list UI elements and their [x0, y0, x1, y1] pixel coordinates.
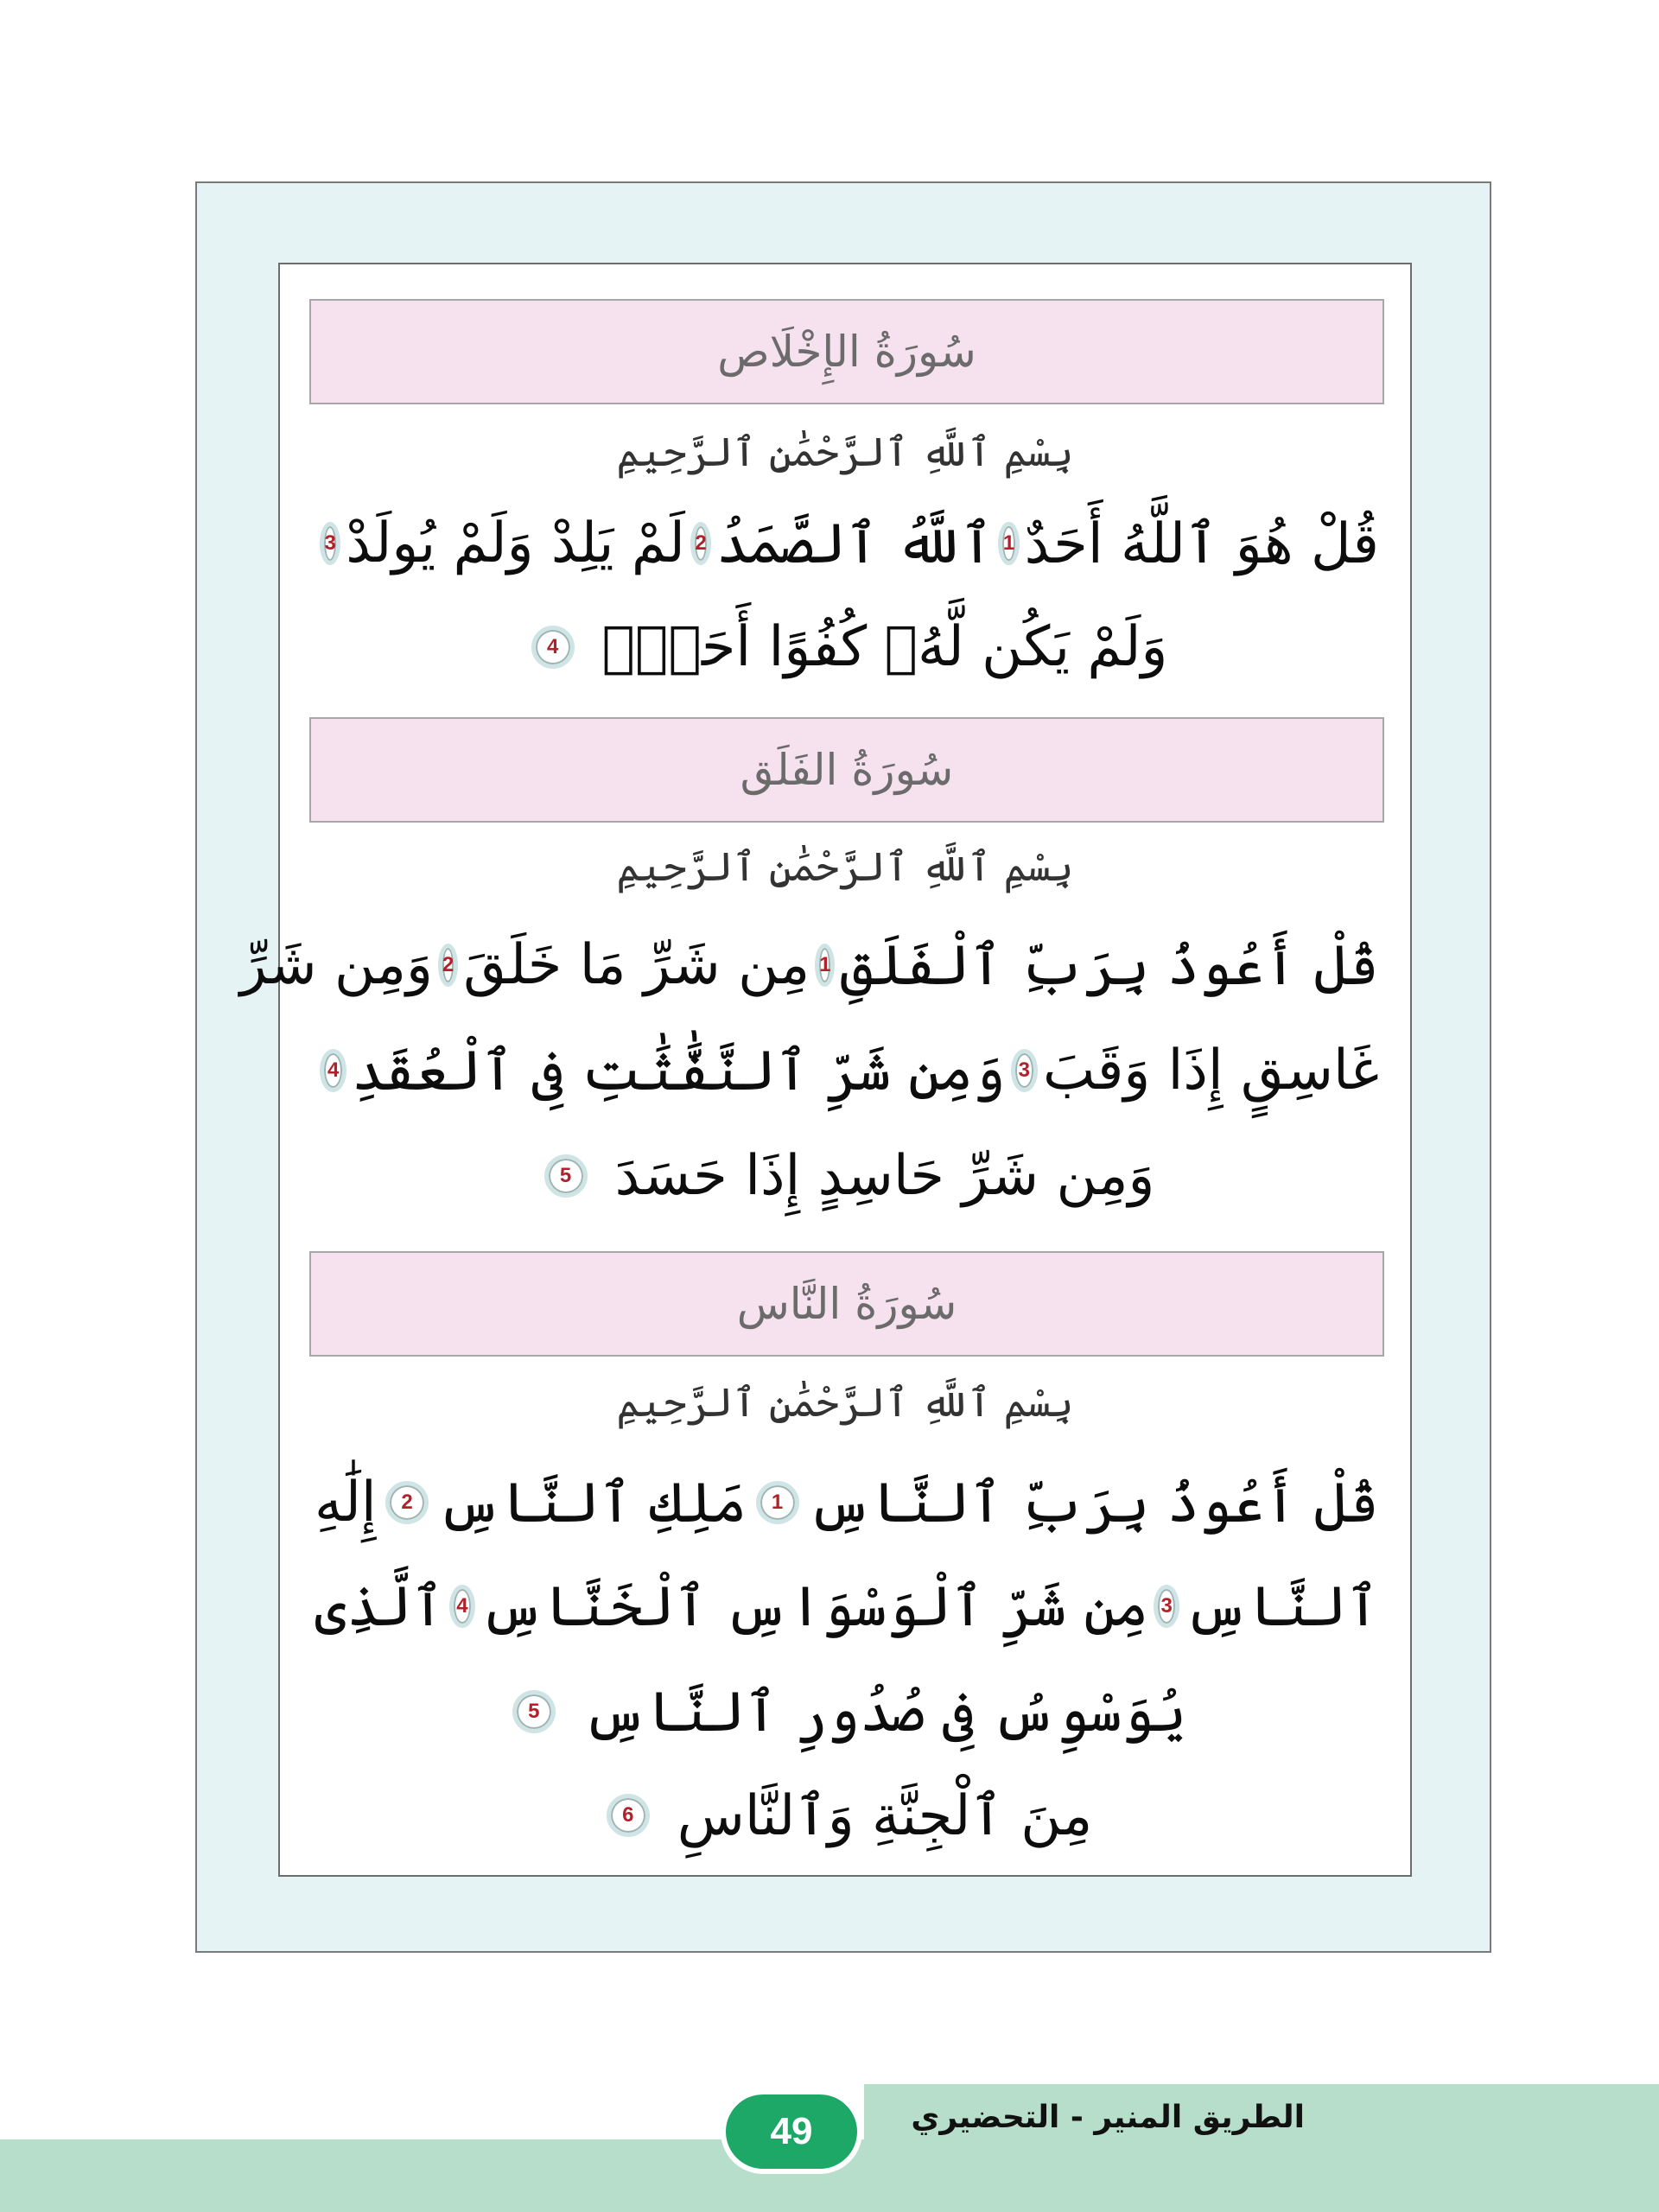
verse-line — [315, 1777, 1379, 1854]
verse-text: قُلْ أَعُوذُ بِرَبِّ ٱلْفَلَقِ — [840, 933, 1379, 998]
verse-line — [315, 608, 1379, 686]
verse-line — [315, 1567, 1379, 1645]
ayah-number: 1 — [815, 944, 835, 987]
verse-text: إِلَٰهِ — [315, 1471, 377, 1535]
verse-line — [239, 926, 1379, 1004]
ayah-number: 2 — [438, 944, 458, 987]
page-number: 49 — [721, 2089, 862, 2174]
ayah-number: 5 — [544, 1154, 588, 1198]
basmala: بِسْمِ ٱللَّهِ ٱلرَّحْمَٰنِ ٱلرَّحِيمِ — [616, 843, 1074, 890]
ayah-number: 4 — [531, 626, 575, 669]
verse-line — [315, 505, 1379, 582]
verse-text: قُلْ أَعُوذُ بِرَبِّ ٱلنَّاسِ — [807, 1471, 1379, 1535]
verse-text: ٱللَّهُ ٱلصَّمَدُ — [716, 512, 994, 576]
verse-text: يُوَسْوِسُ فِى صُدُورِ ٱلنَّاسِ — [582, 1680, 1187, 1745]
basmala: بِسْمِ ٱللَّهِ ٱلرَّحْمَٰنِ ٱلرَّحِيمِ — [616, 1379, 1074, 1426]
verse-text: قُلْ هُوَ ٱللَّهُ أَحَدٌ — [1024, 512, 1379, 576]
ayah-number: 1 — [756, 1481, 799, 1524]
ayah-number: 1 — [998, 522, 1019, 565]
verse-text: مَلِكِ ٱلنَّاسِ — [437, 1471, 747, 1535]
verse-text: مِنَ ٱلْجِنَّةِ وَٱلنَّاسِ — [677, 1783, 1093, 1848]
ayah-number: 5 — [512, 1690, 556, 1733]
verse-line — [315, 1137, 1379, 1215]
surah-title: سُورَةُ النَّاس — [736, 1279, 957, 1329]
ayah-number: 4 — [449, 1585, 475, 1628]
verse-text: لَمْ يَلِدْ وَلَمْ يُولَدْ — [346, 512, 685, 575]
verse-line — [315, 1673, 1379, 1751]
verse-text: وَمِن شَرِّ — [239, 933, 433, 997]
ayah-number: 2 — [385, 1481, 429, 1524]
verse-line — [315, 1032, 1379, 1109]
inner-frame — [239, 263, 1412, 1877]
ayah-number: 4 — [320, 1049, 346, 1092]
surah-title: سُورَةُ الإِخْلَاص — [717, 327, 976, 377]
verse-text: ٱلنَّاسِ — [1185, 1574, 1379, 1639]
verse-text: مِن شَرِّ ٱلْوَسْوَاسِ ٱلْخَنَّاسِ — [480, 1574, 1149, 1639]
surah-header-ikhlas — [309, 299, 1384, 404]
verse-text: وَمِن شَرِّ ٱلنَّفَّٰثَٰتِ فِى ٱلْعُقَدِ — [352, 1039, 1006, 1103]
surah-header-falaq — [309, 717, 1384, 823]
ayah-number: 6 — [607, 1794, 650, 1837]
verse-text: مِن شَرِّ مَا خَلَقَ — [463, 933, 810, 997]
verse-line — [315, 1464, 1379, 1541]
book-title: الطريق المنير - التحضيري — [911, 2100, 1305, 2135]
ayah-number: 3 — [320, 522, 340, 565]
outer-frame — [195, 181, 1491, 1953]
verse-text: وَمِن شَرِّ حَاسِدٍ إِذَا حَسَدَ — [614, 1144, 1155, 1208]
basmala: بِسْمِ ٱللَّهِ ٱلرَّحْمَٰنِ ٱلرَّحِيمِ — [616, 429, 1074, 475]
ayah-number: 2 — [690, 522, 711, 565]
verse-text: غَاسِقٍ إِذَا وَقَبَ — [1042, 1039, 1379, 1103]
surah-header-nas — [309, 1251, 1384, 1357]
verse-text: وَلَمْ يَكُن لَّهُۥ كُفُوًا أَحَدٌۢ — [601, 615, 1168, 679]
verse-text: ٱلَّذِى — [315, 1574, 444, 1639]
ayah-number: 3 — [1154, 1585, 1179, 1628]
ayah-number: 3 — [1011, 1049, 1038, 1092]
surah-title: سُورَةُ الفَلَق — [740, 745, 954, 795]
